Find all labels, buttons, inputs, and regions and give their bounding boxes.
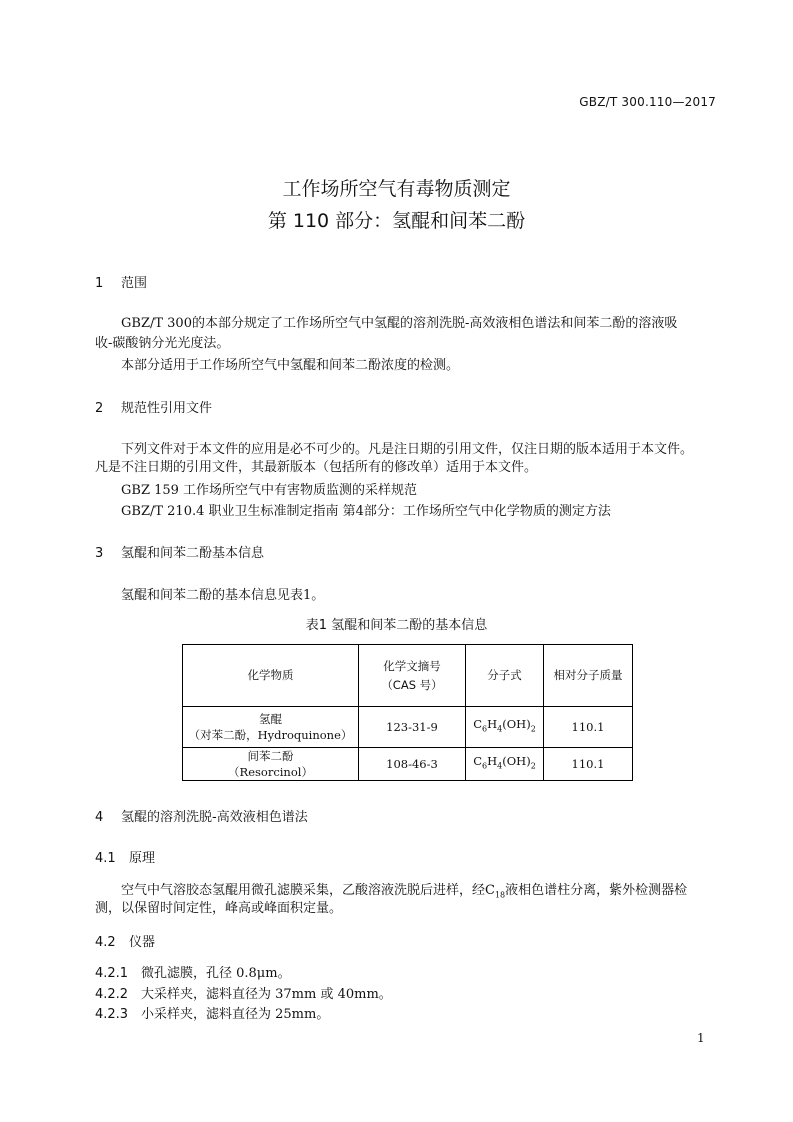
formula-oh: (OH) bbox=[502, 754, 531, 769]
list-item bbox=[95, 983, 392, 1002]
section-2-para-1-line-a: 下列文件对于本文件的应用是必不可少的。凡是注日期的引用文件，仅注日期的版本适用于本文件。 bbox=[121, 442, 694, 457]
formula-h: H bbox=[487, 754, 498, 769]
section-4-1-heading bbox=[95, 847, 155, 866]
item-number: 4.2.3 bbox=[95, 1007, 129, 1022]
formula-h: H bbox=[487, 717, 498, 732]
cell-cas: 108-46-3 bbox=[359, 748, 466, 781]
table-caption: 表1 氢醌和间苯二酚的基本信息 bbox=[305, 618, 488, 633]
section-3-title: 氢醌和间苯二酚基本信息 bbox=[121, 546, 265, 561]
section-2-para-1-line-b: 凡是不注日期的引用文件，其最新版本（包括所有的修改单）适用于本文件。 bbox=[95, 460, 538, 475]
title-line-2: 第 110 部分：氢醌和间苯二酚 bbox=[267, 210, 526, 232]
item-text: 小采样夹，滤料直径为 25mm。 bbox=[141, 1007, 330, 1022]
formula-oh-sub: 2 bbox=[530, 761, 536, 771]
standard-number: GBZ/T 300.110—2017 bbox=[579, 95, 716, 109]
section-2-heading bbox=[95, 397, 212, 416]
section-4-1-para-line-a bbox=[121, 879, 687, 900]
principle-text-post: 液相色谱柱分离，紫外检测器检 bbox=[505, 883, 688, 898]
section-4-heading bbox=[95, 806, 308, 825]
formula-h-sub: 4 bbox=[497, 724, 503, 734]
section-3-heading bbox=[95, 542, 264, 561]
item-text: 大采样夹，滤料直径为 37mm 或 40mm。 bbox=[141, 987, 392, 1002]
header-cas bbox=[359, 645, 466, 707]
section-4-1-para-line-b: 测，以保留时间定性，峰高或峰面积定量。 bbox=[95, 901, 343, 916]
section-1-para-1-line-b: 收-碳酸钠分光光度法。 bbox=[95, 336, 230, 351]
formula-h-sub: 4 bbox=[497, 761, 503, 771]
section-1-para-1 bbox=[95, 314, 720, 335]
formula-c-sub: 6 bbox=[482, 761, 488, 771]
section-1-heading bbox=[95, 272, 147, 291]
section-4-2-heading bbox=[95, 931, 155, 950]
formula-oh: (OH) bbox=[502, 717, 531, 732]
table-row bbox=[183, 748, 633, 781]
item-text: 微孔滤膜，孔径 0.8μm。 bbox=[141, 966, 291, 981]
section-4-number: 4 bbox=[95, 810, 104, 825]
title-line-1: 工作场所空气有毒物质测定 bbox=[282, 178, 511, 200]
section-1-para-2: 本部分适用于工作场所空气中氢醌和间苯二酚浓度的检测。 bbox=[121, 358, 460, 373]
basic-info-table bbox=[182, 644, 633, 781]
principle-c18-sub: 18 bbox=[494, 890, 506, 900]
substance-name: 间苯二酚 bbox=[247, 749, 294, 763]
table-header-row bbox=[183, 645, 633, 707]
section-2-number: 2 bbox=[95, 401, 104, 416]
substance-name: 氢醌 bbox=[259, 712, 282, 726]
section-4-2-title: 仪器 bbox=[129, 935, 156, 950]
substance-alias: （Resorcinol） bbox=[228, 765, 313, 779]
cell-substance bbox=[183, 748, 359, 781]
reference-gbz-t-210-4: GBZ/T 210.4 职业卫生标准制定指南 第4部分：工作场所空气中化学物质的测定方法 bbox=[121, 504, 611, 519]
section-1-para-1-line-a: GBZ/T 300的本部分规定了工作场所空气中氢醌的溶剂洗脱-高效液相色谱法和间苯二酚的溶液吸 bbox=[121, 316, 678, 331]
section-2-title: 规范性引用文件 bbox=[121, 401, 213, 416]
header-formula: 分子式 bbox=[466, 645, 544, 707]
header-mw: 相对分子质量 bbox=[544, 645, 633, 707]
formula-c: C bbox=[473, 754, 483, 769]
cell-formula bbox=[466, 748, 544, 781]
header-cas-line-2: （CAS 号） bbox=[381, 677, 443, 692]
item-number: 4.2.2 bbox=[95, 987, 129, 1002]
section-4-2-number: 4.2 bbox=[95, 935, 116, 950]
substance-alias: （对苯二酚，Hydroquinone） bbox=[188, 728, 353, 742]
section-4-1-number: 4.1 bbox=[95, 851, 116, 866]
table-row bbox=[183, 707, 633, 748]
principle-text-pre: 空气中气溶胶态氢醌用微孔滤膜采集，乙酸溶液洗脱后进样，经C bbox=[121, 883, 495, 898]
list-item bbox=[95, 1003, 329, 1022]
page-number: 1 bbox=[697, 1031, 705, 1045]
formula-c-sub: 6 bbox=[482, 724, 488, 734]
header-substance: 化学物质 bbox=[183, 645, 359, 707]
formula-c: C bbox=[473, 717, 483, 732]
item-number: 4.2.1 bbox=[95, 966, 129, 981]
section-4-title: 氢醌的溶剂洗脱-高效液相色谱法 bbox=[121, 810, 308, 825]
cell-formula bbox=[466, 707, 544, 748]
section-1-number: 1 bbox=[95, 276, 104, 291]
header-cas-line-1: 化学文摘号 bbox=[383, 658, 441, 673]
cell-cas: 123-31-9 bbox=[359, 707, 466, 748]
list-item bbox=[95, 962, 291, 981]
cell-mw: 110.1 bbox=[544, 748, 633, 781]
section-1-title: 范围 bbox=[121, 276, 148, 291]
cell-mw: 110.1 bbox=[544, 707, 633, 748]
formula-oh-sub: 2 bbox=[530, 724, 536, 734]
section-4-1-title: 原理 bbox=[129, 851, 156, 866]
reference-gbz-159: GBZ 159 工作场所空气中有害物质监测的采样规范 bbox=[121, 483, 418, 498]
section-3-number: 3 bbox=[95, 546, 104, 561]
cell-substance bbox=[183, 707, 359, 748]
section-3-para: 氢醌和间苯二酚的基本信息见表1。 bbox=[121, 588, 325, 603]
